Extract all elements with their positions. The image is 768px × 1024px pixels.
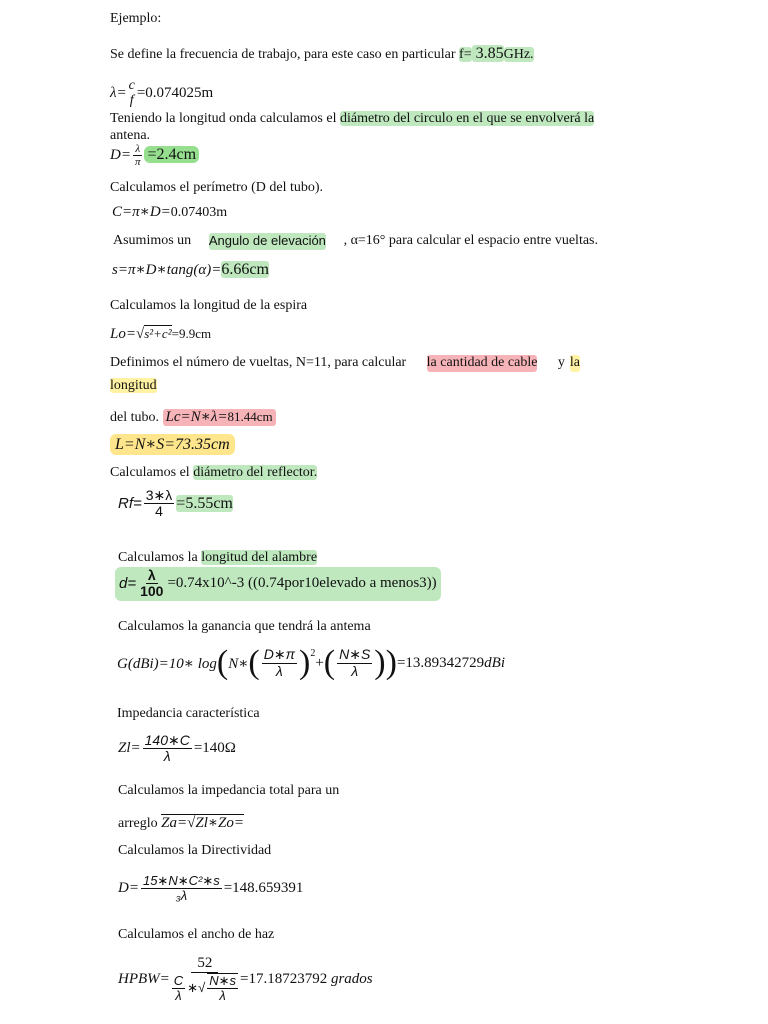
lambda-lhs: λ= — [110, 84, 127, 101]
d-lhs: D= — [110, 147, 131, 164]
lo-lhs: Lo= — [110, 326, 136, 342]
reflector-text: Calculamos el — [110, 465, 194, 480]
heading-ejemplo: Ejemplo: — [110, 11, 162, 26]
dw-equation — [115, 567, 441, 601]
gain-exponent: 2 — [310, 648, 316, 659]
d-value: =2.4cm — [144, 146, 199, 163]
array-line — [118, 814, 244, 833]
d-frac-num: λ — [135, 143, 141, 155]
elevation-text-a: Asumimos un — [113, 233, 192, 248]
diameter-sentence — [110, 111, 594, 128]
gain-n: N∗ — [228, 655, 249, 672]
elevation-highlight: Angulo de elevación — [208, 233, 326, 248]
gain-equation: G(dBi)=10∗ log ( N∗ ( $\frac{D∗\pi}{\lambda}$ ) 2 + ( $\frac{N∗S}{\lambda}$ ) ) =13.89342729 dBi — [117, 644, 506, 681]
hpbw-value: =17.18723792 — [239, 970, 328, 987]
wire-sentence — [118, 550, 317, 567]
elevation-text-c: , α=16° para calcular el espacio entre vueltas. — [343, 233, 598, 248]
directivity-sentence: Calculamos la Directividad — [118, 843, 272, 858]
lc-lhs: Lc=N∗λ= — [165, 409, 228, 425]
d-equation — [110, 143, 199, 168]
directivity-equation — [118, 874, 303, 904]
gain-sentence: Calculamos la ganancia que tendrá la antema — [118, 619, 371, 634]
s-lhs: s=π∗D∗tang(α)= — [112, 262, 222, 278]
elevation-sentence — [113, 233, 598, 250]
length-highlight: longitud — [110, 378, 157, 393]
l-equation — [110, 434, 235, 454]
gain-unit: dBi — [484, 654, 506, 671]
rf-num: 3∗λ — [145, 487, 173, 503]
frequency-unit: GHz. — [503, 47, 534, 62]
za-equation: Za=√Zl∗Zo= — [161, 815, 245, 831]
gain-plus: + — [315, 654, 324, 671]
gain-f1-num: D∗π — [263, 646, 295, 663]
antenna-word: antena. — [110, 128, 151, 143]
lo-equation: Lo=√s²+c²=9.9cm — [110, 326, 212, 342]
zl-equation — [118, 733, 236, 765]
dw-lhs: d= — [119, 575, 137, 593]
rf-equation — [118, 488, 233, 520]
dir-lhs: D= — [118, 880, 139, 897]
hpbw-ns: N∗s — [209, 973, 236, 988]
rf-lhs: Rf= — [118, 494, 142, 512]
turns-and: y — [557, 355, 565, 370]
lo-value: =9.9cm — [171, 326, 212, 341]
wire-highlight: longitud del alambre — [201, 550, 318, 565]
hpbw-lambda2: λ — [219, 988, 226, 1004]
zl-den: λ — [163, 748, 171, 765]
hpbw-lhs: HPBW= — [118, 970, 170, 987]
dw-value: =0.74x10^-3 ((0.74por10elevado a menos3)) — [167, 575, 437, 592]
wire-text: Calculamos la — [118, 550, 202, 565]
dir-num: 15∗N∗C²∗s — [142, 873, 220, 888]
lambda-num: c — [128, 78, 135, 93]
zl-value: =140Ω — [193, 740, 236, 757]
lambda-den: f — [129, 93, 134, 109]
gain-f1-den: λ — [275, 662, 283, 679]
diameter-highlight: diámetro del circulo en el que se envolverá la — [339, 111, 595, 126]
frequency-value: 3.85 — [471, 45, 504, 62]
total-impedance-text: Calculamos la impedancia total para un — [118, 783, 340, 798]
spiral-sentence: Calculamos la longitud de la espira — [110, 298, 308, 313]
zl-lhs: Zl= — [118, 740, 141, 757]
lambda-value: =0.074025m — [136, 84, 214, 101]
c-equation — [112, 202, 227, 221]
diameter-text: Teniendo la longitud onda calculamos el — [110, 111, 340, 126]
rf-den: 4 — [155, 503, 163, 520]
total-impedance-sentence — [118, 783, 354, 800]
cable-highlight: la cantidad de cable — [426, 355, 538, 370]
perimeter-sentence: Calculamos el perímetro (D del tubo). — [110, 180, 324, 195]
dir-value: =148.659391 — [223, 880, 304, 897]
impedance-sentence: Impedancia característica — [117, 706, 260, 721]
c-lhs: C=π∗D= — [112, 204, 171, 220]
reflector-sentence — [110, 465, 317, 482]
hpbw-lambda: λ — [175, 987, 182, 1003]
tube-text: del tubo. — [110, 410, 163, 425]
gain-f2-den: λ — [351, 662, 359, 679]
dw-den: 100 — [140, 583, 164, 600]
dw-num: λ — [147, 567, 156, 583]
hpbw-unit: grados — [330, 970, 373, 987]
s-value: 6.66cm — [221, 261, 269, 278]
array-text: arreglo — [118, 816, 162, 831]
c-value: 0.07403m — [170, 205, 228, 220]
lc-line — [110, 408, 276, 427]
turns-sentence — [110, 355, 580, 372]
frequency-text: Se define la frecuencia de trabajo, para este caso en particular — [110, 47, 460, 62]
length-word — [110, 378, 157, 395]
turns-la: la — [569, 355, 580, 370]
lo-radicand: s²+c² — [144, 326, 172, 341]
hpbw-num: 52 — [191, 955, 218, 973]
hpbw-equation: HPBW= 52 $\frac{C}{\lambda}$ ∗√ $\frac{N∗s}{\lambda}$ =17.18723792 grados — [118, 955, 373, 1004]
lc-value: 81.44cm — [227, 409, 273, 424]
beamwidth-sentence: Calculamos el ancho de haz — [118, 927, 275, 942]
lambda-equation — [110, 78, 213, 109]
dir-den: ₃λ — [175, 888, 188, 904]
gain-value: =13.89342729 — [396, 654, 485, 671]
zl-num: 140∗C — [144, 732, 190, 748]
frequency-sentence — [110, 44, 534, 64]
gain-f2-num: N∗S — [339, 646, 371, 663]
hpbw-c: C — [173, 972, 184, 988]
l-value: L=N∗S=73.35cm — [110, 434, 235, 455]
reflector-highlight: diámetro del reflector. — [193, 465, 318, 480]
turns-text: Definimos el número de vueltas, N=11, para calcular — [110, 355, 407, 370]
d-frac-den: π — [134, 156, 141, 169]
s-equation — [112, 260, 269, 279]
frequency-f: f= — [459, 47, 472, 62]
rf-value: =5.55cm — [176, 494, 233, 512]
gain-lhs: G(dBi)=10∗ log — [117, 655, 217, 672]
